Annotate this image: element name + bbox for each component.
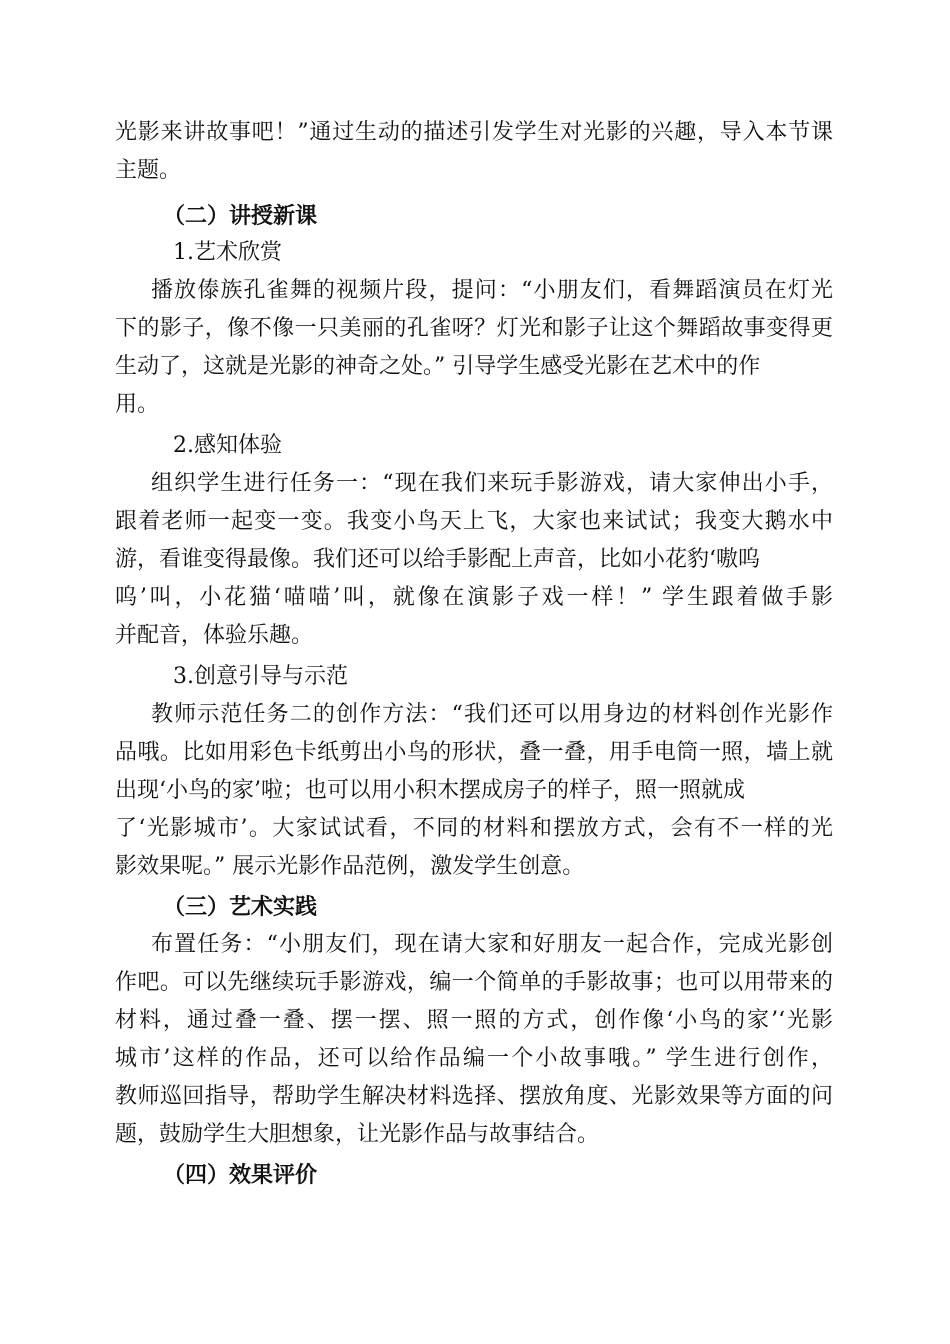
text-line: 并配音，体验乐趣。	[115, 623, 314, 648]
section-heading: （四）效果评价	[163, 1162, 318, 1188]
text-line: 教师巡回指导，帮助学生解决材料选择、摆放角度、光影效果等方面的问	[115, 1084, 833, 1109]
section-heading: （二）讲授新课	[163, 203, 318, 229]
text-line: 跟着老师一起变一变。我变小鸟天上飞，大家也来试试；我变大鹅水中	[115, 509, 833, 534]
text-line: 布置任务：“小朋友们，现在请大家和好朋友一起合作，完成光影创	[151, 932, 833, 957]
text-line: 光影来讲故事吧！”通过生动的描述引发学生对光影的兴趣，导入本节课	[115, 120, 833, 145]
section-heading: （三）艺术实践	[163, 894, 318, 920]
text-line: 材料，通过叠一叠、摆一摆、照一照的方式，创作像‘小鸟的家’‘光影	[115, 1008, 833, 1033]
text-line: 出现‘小鸟的家’啦；也可以用小积木摆成房子的样子，照一照就成	[115, 778, 745, 803]
text-line: 播放傣族孔雀舞的视频片段，提问：“小朋友们，看舞蹈演员在灯光	[151, 278, 833, 303]
text-line: 主题。	[115, 158, 182, 183]
text-line: 用。	[115, 392, 160, 417]
text-line: 城市’这样的作品，还可以给作品编一个小故事哦。” 学生进行创作，	[115, 1046, 833, 1071]
text-line: 组织学生进行任务一：“现在我们来玩手影游戏，请大家伸出小手，	[151, 471, 833, 496]
subsection-heading: 1.艺术欣赏	[173, 240, 282, 265]
subsection-heading: 3.创意引导与示范	[173, 664, 348, 689]
text-line: 呜’叫，小花猫‘喵喵’叫，就像在演影子戏一样！” 学生跟着做手影	[115, 585, 833, 610]
text-line: 了‘光影城市’。大家试试看，不同的材料和摆放方式，会有不一样的光	[115, 816, 833, 841]
text-line: 影效果呢。” 展示光影作品范例，激发学生创意。	[115, 854, 585, 879]
text-line: 题，鼓励学生大胆想象，让光影作品与故事结合。	[115, 1122, 600, 1147]
subsection-heading: 2.感知体验	[173, 433, 282, 458]
text-line: 下的影子，像不像一只美丽的孔雀呀？灯光和影子让这个舞蹈故事变得更	[115, 316, 833, 341]
text-line: 生动了，这就是光影的神奇之处。” 引导学生感受光影在艺术中的作	[115, 354, 761, 379]
text-line: 作吧。可以先继续玩手影游戏，编一个简单的手影故事；也可以用带来的	[115, 970, 833, 995]
text-line: 品哦。比如用彩色卡纸剪出小鸟的形状，叠一叠，用手电筒一照，墙上就	[115, 740, 833, 765]
text-line: 教师示范任务二的创作方法：“我们还可以用身边的材料创作光影作	[151, 702, 833, 727]
text-line: 游，看谁变得最像。我们还可以给手影配上声音，比如小花豹‘嗷呜	[115, 547, 760, 572]
